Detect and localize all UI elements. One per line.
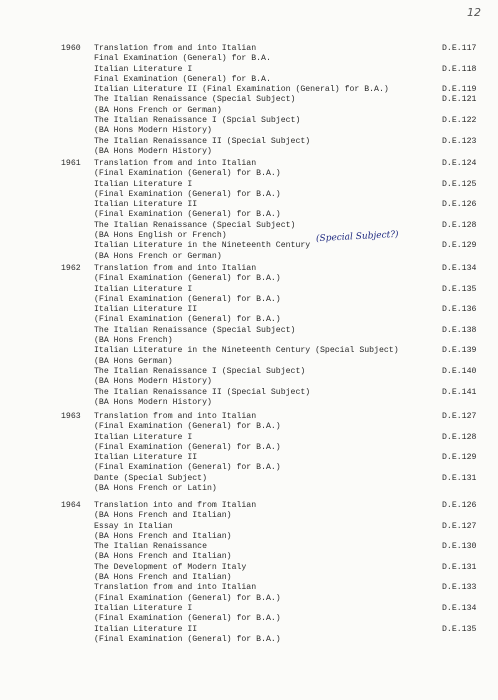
entry-title: (BA Hons French and Italian)	[94, 552, 232, 562]
entry-row	[0, 231, 498, 241]
reference-code: D.E.135	[442, 624, 477, 634]
page-number: 12	[467, 6, 481, 19]
entry-title: (Final Examination (General) for B.A.)	[94, 274, 281, 284]
entry-row	[0, 552, 498, 562]
entry-row	[0, 463, 498, 473]
reference-code: D.E.126	[442, 501, 477, 510]
entry-title: The Italian Renaissance (Special Subject)	[94, 325, 296, 335]
reference-code: D.E.131	[442, 562, 477, 572]
entry-title: Final Examination (General) for B.A.	[94, 54, 271, 64]
entry-title: (BA Hons French and Italian)	[94, 511, 232, 521]
entry-row	[0, 511, 498, 521]
entry-title: Italian Literature I	[94, 179, 193, 189]
reference-code: D.E.133	[442, 583, 477, 593]
entry-row	[0, 241, 498, 251]
reference-code: D.E.130	[442, 542, 477, 552]
entry-row	[0, 346, 498, 356]
entry-title: The Italian Renaissance II (Special Subject)	[94, 136, 311, 146]
entry-row	[0, 44, 498, 54]
entry-title: Italian Literature I	[94, 432, 193, 442]
entry-title: Italian Literature in the Nineteenth Century	[94, 241, 311, 251]
entry-row	[0, 252, 498, 262]
reference-code: D.E.127	[442, 412, 477, 421]
entry-row	[0, 594, 498, 604]
entry-row	[0, 583, 498, 593]
entry-title: (BA Hons Modern History)	[94, 377, 212, 387]
entry-row	[0, 75, 498, 85]
entry-row	[0, 295, 498, 305]
entry-title: (Final Examination (General) for B.A.)	[94, 315, 281, 325]
entry-title: The Italian Renaissance (Special Subject)	[94, 220, 296, 230]
entry-row	[0, 54, 498, 64]
reference-code: D.E.135	[442, 284, 477, 294]
entry-title: Italian Literature I	[94, 64, 193, 74]
entry-row	[0, 315, 498, 325]
entry-title: (Final Examination (General) for B.A.)	[94, 614, 281, 624]
entry-row	[0, 563, 498, 573]
entry-title: Italian Literature II	[94, 624, 198, 634]
entry-title: Italian Literature II (Final Examination (General) for B.A.)	[94, 85, 389, 95]
entry-title: The Italian Renaissance II (Special Subject)	[94, 387, 311, 397]
entry-row	[0, 180, 498, 190]
year-label: 1964	[61, 501, 81, 510]
year-section	[0, 264, 498, 408]
reference-code: D.E.136	[442, 305, 477, 315]
entry-row	[0, 200, 498, 210]
entry-row	[0, 190, 498, 200]
reference-code: D.E.118	[442, 64, 477, 74]
reference-code: D.E.139	[442, 346, 477, 356]
entry-row	[0, 532, 498, 542]
reference-code: D.E.128	[442, 220, 477, 230]
entry-row	[0, 388, 498, 398]
entry-row	[0, 147, 498, 157]
entry-row	[0, 274, 498, 284]
entry-row	[0, 159, 498, 169]
entry-row	[0, 501, 498, 511]
entry-row	[0, 116, 498, 126]
entry-row	[0, 336, 498, 346]
reference-code: D.E.129	[442, 453, 477, 463]
entry-title: (BA Hons English or French)	[94, 231, 227, 241]
entry-row	[0, 453, 498, 463]
reference-code: D.E.129	[442, 241, 477, 251]
reference-code: D.E.134	[442, 603, 477, 613]
entry-title: Italian Literature in the Nineteenth Century (Special Subject)	[94, 346, 399, 356]
entry-title: Translation from and into Italian	[94, 264, 257, 273]
year-label: 1962	[61, 264, 81, 273]
entry-title: (Final Examination (General) for B.A.)	[94, 169, 281, 179]
entry-row	[0, 614, 498, 624]
entry-title: (Final Examination (General) for B.A.)	[94, 442, 281, 452]
entry-row	[0, 126, 498, 136]
entry-row	[0, 264, 498, 274]
entry-title: (Final Examination (General) for B.A.)	[94, 422, 281, 432]
entry-row	[0, 377, 498, 387]
entry-title: (BA Hons French and Italian)	[94, 573, 232, 583]
reference-code: D.E.126	[442, 200, 477, 210]
entry-row	[0, 443, 498, 453]
entry-row	[0, 65, 498, 75]
entry-title: (BA Hons Modern History)	[94, 397, 212, 407]
entry-title: The Italian Renaissance (Special Subject)	[94, 95, 296, 105]
entry-title: (BA Hons Modern History)	[94, 146, 212, 156]
entry-row	[0, 522, 498, 532]
entry-title: Italian Literature I	[94, 284, 193, 294]
entry-title: Italian Literature II	[94, 305, 198, 315]
entry-row	[0, 635, 498, 645]
entry-title: Italian Literature II	[94, 200, 198, 210]
entry-row	[0, 305, 498, 315]
reference-code: D.E.123	[442, 136, 477, 146]
year-section	[0, 501, 498, 645]
entry-row	[0, 422, 498, 432]
entry-row	[0, 542, 498, 552]
year-label: 1960	[61, 44, 81, 53]
entry-title: (Final Examination (General) for B.A.)	[94, 593, 281, 603]
reference-code: D.E.131	[442, 473, 477, 483]
entry-row	[0, 484, 498, 494]
entry-title: Translation from and into Italian	[94, 44, 257, 53]
entry-title: Dante (Special Subject)	[94, 473, 208, 483]
entry-title: (BA Hons French)	[94, 336, 173, 346]
reference-code: D.E.121	[442, 95, 477, 105]
entry-row	[0, 398, 498, 408]
entry-title: Translation from and into Italian	[94, 159, 257, 168]
entry-title: (BA Hons French or German)	[94, 105, 222, 115]
entry-title: (Final Examination (General) for B.A.)	[94, 189, 281, 199]
entry-row	[0, 604, 498, 614]
reference-code: D.E.141	[442, 387, 477, 397]
reference-code: D.E.128	[442, 432, 477, 442]
entry-title: Essay in Italian	[94, 521, 173, 531]
entry-row	[0, 367, 498, 377]
entry-row	[0, 433, 498, 443]
entry-row	[0, 285, 498, 295]
entry-title: (BA Hons German)	[94, 356, 173, 366]
year-label: 1961	[61, 159, 81, 168]
entry-row	[0, 95, 498, 105]
reference-code: D.E.117	[442, 44, 477, 53]
entry-row	[0, 474, 498, 484]
entry-row	[0, 573, 498, 583]
entry-row	[0, 210, 498, 220]
handwritten-annotation: (Special Subject?)	[315, 229, 399, 245]
year-section	[0, 412, 498, 494]
entry-title: (Final Examination (General) for B.A.)	[94, 634, 281, 644]
entry-title: The Italian Renaissance	[94, 542, 208, 552]
reference-code: D.E.127	[442, 521, 477, 531]
entry-title: Italian Literature II	[94, 453, 198, 463]
year-label: 1963	[61, 412, 81, 421]
year-section	[0, 159, 498, 262]
entry-title: (BA Hons French or German)	[94, 251, 222, 261]
entry-row	[0, 137, 498, 147]
entry-row	[0, 357, 498, 367]
entry-title: (Final Examination (General) for B.A.)	[94, 210, 281, 220]
entry-row	[0, 326, 498, 336]
entry-title: (Final Examination (General) for B.A.)	[94, 463, 281, 473]
entry-row	[0, 221, 498, 231]
reference-code: D.E.140	[442, 366, 477, 376]
reference-code: D.E.138	[442, 325, 477, 335]
entry-title: (BA Hons French and Italian)	[94, 531, 232, 541]
reference-code: D.E.122	[442, 116, 477, 126]
entry-title: Final Examination (General) for B.A.	[94, 74, 271, 84]
entry-title: (BA Hons French or Latin)	[94, 484, 217, 494]
entry-row	[0, 85, 498, 95]
entry-title: The Italian Renaissance I (Special Subject)	[94, 366, 306, 376]
reference-code: D.E.134	[442, 264, 477, 273]
entry-row	[0, 412, 498, 422]
entry-title: (Final Examination (General) for B.A.)	[94, 294, 281, 304]
entry-title: The Development of Modern Italy	[94, 562, 247, 572]
entry-row	[0, 625, 498, 635]
entry-row	[0, 169, 498, 179]
entry-row	[0, 106, 498, 116]
entry-title: Translation from and into Italian	[94, 583, 257, 593]
entry-title: Translation from and into Italian	[94, 412, 257, 421]
year-section	[0, 44, 498, 157]
entry-title: (BA Hons Modern History)	[94, 126, 212, 136]
entry-title: Translation into and from Italian	[94, 501, 257, 510]
reference-code: D.E.125	[442, 179, 477, 189]
reference-code: D.E.124	[442, 159, 477, 168]
reference-code: D.E.119	[442, 85, 477, 95]
entry-title: The Italian Renaissance I (Spcial Subject)	[94, 116, 301, 126]
entry-title: Italian Literature I	[94, 603, 193, 613]
